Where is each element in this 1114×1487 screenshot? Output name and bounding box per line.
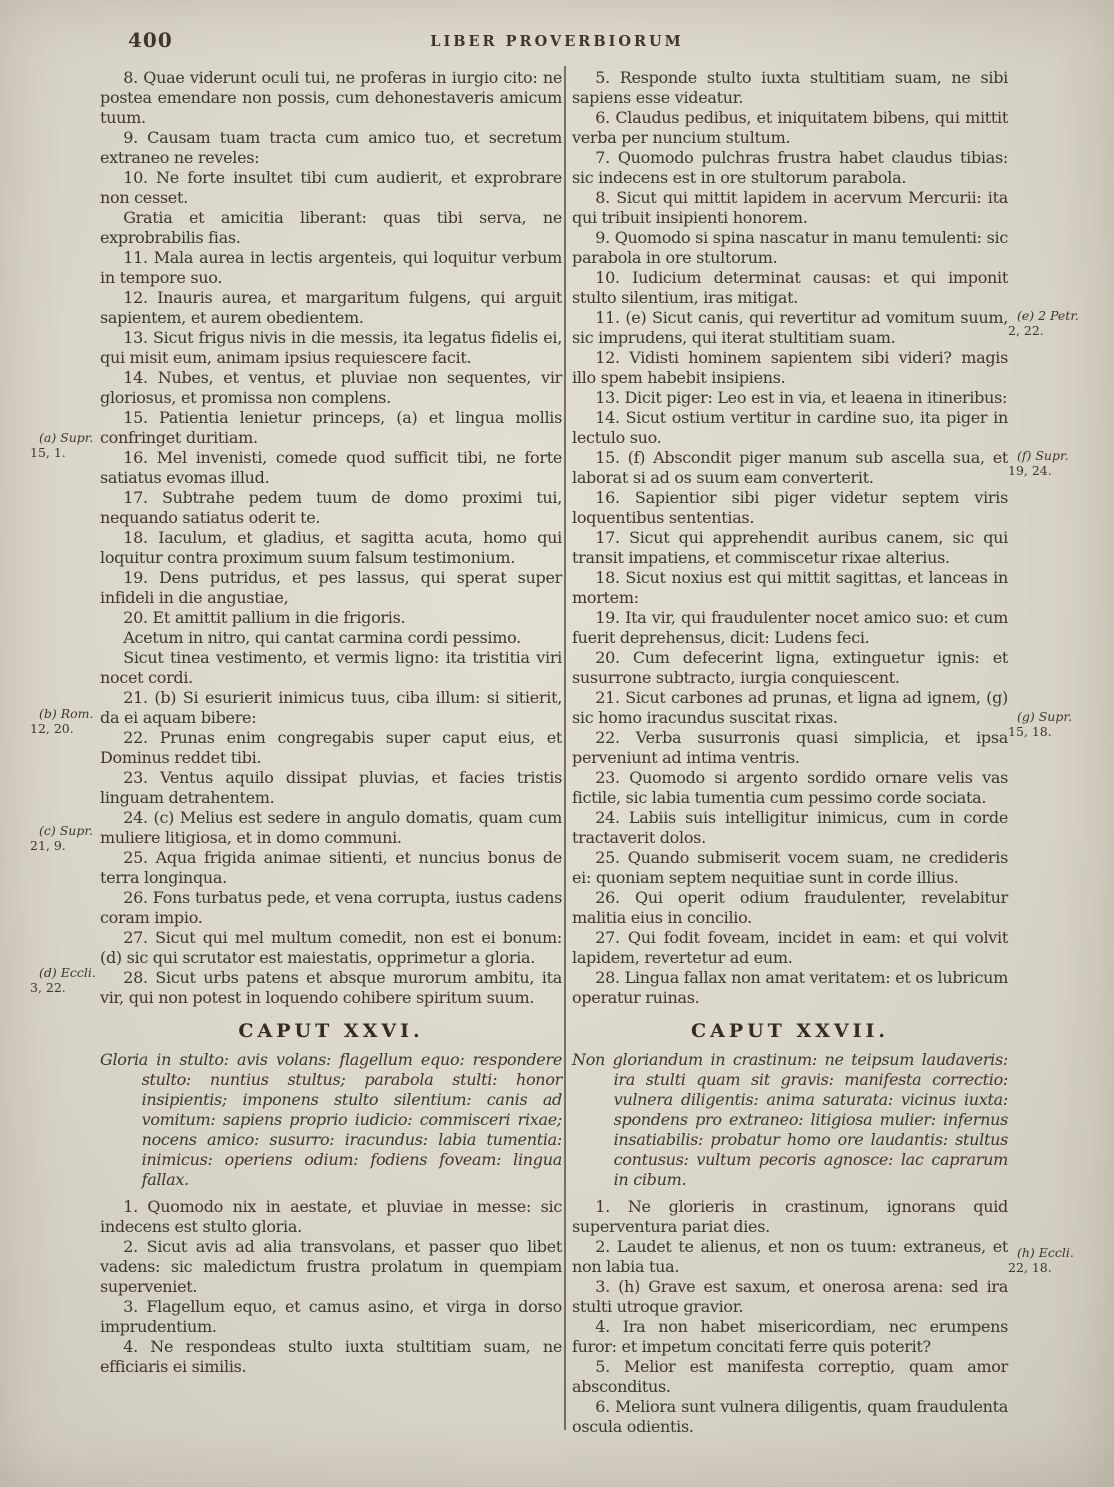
text-block: 7. Quomodo pulchras frustra habet claudus tibias: sic indecens est in ore stultorum parabola.	[572, 148, 1008, 187]
text-column-right	[572, 68, 1008, 1437]
margin-note-ref: 21, 9.	[30, 838, 66, 853]
column-divider-rule	[564, 66, 566, 1430]
text-block: 2. Sicut avis ad alia transvolans, et passer quo libet vadens: sic maledictum frustra prolatum in quempiam superveniet.	[100, 1237, 562, 1296]
text-block: 5. Melior est manifesta correptio, quam amor absconditus.	[572, 1357, 1008, 1396]
text-block: 3. (h) Grave est saxum, et onerosa arena: sed ira stulti utroque gravior.	[572, 1277, 1008, 1316]
text-block: Gloria in stulto: avis volans: flagellum equo: respondere stulto: nuntius stultus; parabola stulti: honor insipientis; imponens stulto silentium: canis ad vomitum: sapiens proprio iudicio: commisceri rixae; nocens amico: susurro: iracundus: labia tumentia: inimicus: operiens odium: fodiens foveam: lingua fallax.	[100, 1050, 562, 1189]
margin-note-ref: 15, 18.	[1008, 724, 1052, 739]
margin-note-ref: 22, 18.	[1008, 1260, 1052, 1275]
text-block: 11. Mala aurea in lectis argenteis, qui loquitur verbum in tempore suo.	[100, 248, 562, 287]
page-number: 400	[128, 28, 173, 52]
text-block: 17. Subtrahe pedem tuum de domo proximi tui, nequando satiatus oderit te.	[100, 488, 562, 527]
text-block: 10. Ne forte insultet tibi cum audierit, et exprobrare non cesset.	[100, 168, 562, 207]
text-block: Acetum in nitro, qui cantat carmina cordi pessimo.	[123, 628, 521, 647]
text-block: 9. Quomodo si spina nascatur in manu temulenti: sic parabola in ore stultorum.	[572, 228, 1008, 267]
margin-note-label: (c) Supr.	[39, 823, 93, 838]
text-column-left	[100, 68, 562, 1377]
text-block: Sicut tinea vestimento, et vermis ligno: ita tristitia viri nocet cordi.	[100, 648, 562, 687]
text-block: 26. Qui operit odium fraudulenter, revelabitur malitia eius in concilio.	[572, 888, 1008, 927]
margin-note-ref: 3, 22.	[30, 980, 66, 995]
running-title: LIBER PROVERBIORUM	[430, 33, 684, 50]
text-block: 21. Sicut carbones ad prunas, et ligna ad ignem, (g) sic homo iracundus suscitat rixas.	[572, 688, 1008, 727]
margin-note	[30, 965, 108, 995]
text-block: 4. Ne respondeas stulto iuxta stultitiam suam, ne efficiaris ei similis.	[100, 1337, 562, 1376]
text-block: 25. Aqua frigida animae sitienti, et nuncius bonus de terra longinqua.	[100, 848, 562, 887]
text-block: 16. Sapientior sibi piger videtur septem viris loquentibus sententias.	[572, 488, 1008, 527]
text-block: 19. Ita vir, qui fraudulenter nocet amico suo: et cum fuerit deprehensus, dicit: Ludens feci.	[572, 608, 1008, 647]
margin-note-ref: 15, 1.	[30, 445, 66, 460]
text-block: 5. Responde stulto iuxta stultitiam suam, ne sibi sapiens esse videatur.	[572, 68, 1008, 107]
text-block: 27. Qui fodit foveam, incidet in eam: et qui volvit lapidem, revertetur ad eum.	[572, 928, 1008, 967]
text-block: 20. Cum defecerint ligna, extinguetur ignis: et susurrone subtracto, iurgia conquiescent.	[572, 648, 1008, 687]
text-block: 13. Sicut frigus nivis in die messis, ita legatus fidelis ei, qui misit eum, animam ipsius requiescere facit.	[100, 328, 562, 367]
text-block: 23. Quomodo si argento sordido ornare velis vas fictile, sic labia tumentia cum pessimo corde sociata.	[572, 768, 1008, 807]
text-block: 24. Labiis suis intelligitur inimicus, cum in corde tractaverit dolos.	[572, 808, 1008, 847]
text-block: CAPUT XXVII.	[690, 1020, 890, 1042]
margin-note-label: (h) Eccli.	[1017, 1245, 1074, 1260]
text-block: 17. Sicut qui apprehendit auribus canem, sic qui transit impatiens, et commiscetur rixae alterius.	[572, 528, 1008, 567]
margin-note	[30, 706, 108, 736]
margin-note	[1008, 709, 1108, 739]
margin-note	[1008, 308, 1108, 338]
margin-note-label: (d) Eccli.	[39, 965, 96, 980]
text-block: 21. (b) Si esurierit inimicus tuus, ciba illum: si sitierit, da ei aquam bibere:	[100, 688, 562, 727]
margin-note-ref: 12, 20.	[30, 721, 74, 736]
text-block: 3. Flagellum equo, et camus asino, et virga in dorso imprudentium.	[100, 1297, 562, 1336]
text-block: 8. Quae viderunt oculi tui, ne proferas in iurgio cito: ne postea emendare non possis, cum dehonestaveris amicum tuum.	[100, 68, 562, 127]
margin-note-label: (e) 2 Petr.	[1017, 308, 1079, 323]
text-block: 2. Laudet te alienus, et non os tuum: extraneus, et non labia tua.	[572, 1237, 1008, 1276]
text-block: 22. Verba susurronis quasi simplicia, et ipsa perveniunt ad intima ventris.	[572, 728, 1008, 767]
text-block: 14. Sicut ostium vertitur in cardine suo, ita piger in lectulo suo.	[572, 408, 1008, 447]
text-block: 26. Fons turbatus pede, et vena corrupta, iustus cadens coram impio.	[100, 888, 562, 927]
text-block: 22. Prunas enim congregabis super caput eius, et Dominus reddet tibi.	[100, 728, 562, 767]
text-block: 1. Ne glorieris in crastinum, ignorans quid superventura pariat dies.	[572, 1197, 1008, 1236]
text-block: 24. (c) Melius est sedere in angulo domatis, quam cum muliere litigiosa, et in domo communi.	[100, 808, 562, 847]
margin-note	[30, 430, 108, 460]
text-block: 16. Mel invenisti, comede quod sufficit tibi, ne forte satiatus evomas illud.	[100, 448, 562, 487]
text-block: 6. Claudus pedibus, et iniquitatem bibens, qui mittit verba per nuncium stultum.	[572, 108, 1008, 147]
text-block: 6. Meliora sunt vulnera diligentis, quam fraudulenta oscula odientis.	[572, 1397, 1008, 1436]
text-block: 28. Sicut urbs patens et absque murorum ambitu, ita vir, qui non potest in loquendo cohibere spiritum suum.	[100, 968, 562, 1007]
text-block: 25. Quando submiserit vocem suam, ne credideris ei: quoniam septem nequitiae sunt in corde illius.	[572, 848, 1008, 887]
text-block: 19. Dens putridus, et pes lassus, qui sperat super infideli in die angustiae,	[100, 568, 562, 607]
text-block: 11. (e) Sicut canis, qui revertitur ad vomitum suum, sic imprudens, qui iterat stultitiam suam.	[572, 308, 1008, 347]
text-block: 12. Inauris aurea, et margaritum fulgens, qui arguit sapientem, et aurem obedientem.	[100, 288, 562, 327]
margin-note-label: (b) Rom.	[39, 706, 94, 721]
text-block: 20. Et amittit pallium in die frigoris.	[123, 608, 406, 627]
text-block: 4. Ira non habet misericordiam, nec erumpens furor: et impetum concitati ferre quis poterit?	[572, 1317, 1008, 1356]
text-block: CAPUT XXVI.	[238, 1020, 424, 1042]
margin-note	[30, 823, 108, 853]
margin-note-label: (g) Supr.	[1017, 709, 1072, 724]
text-block: 14. Nubes, et ventus, et pluviae non sequentes, vir gloriosus, et promissa non complens.	[100, 368, 562, 407]
margin-note	[1008, 448, 1108, 478]
text-block: 15. Patientia lenietur princeps, (a) et lingua mollis confringet duritiam.	[100, 408, 562, 447]
text-block: 8. Sicut qui mittit lapidem in acervum Mercurii: ita qui tribuit insipienti honorem.	[572, 188, 1008, 227]
text-block: 1. Quomodo nix in aestate, et pluviae in messe: sic indecens est stulto gloria.	[100, 1197, 562, 1236]
margin-note-ref: 19, 24.	[1008, 463, 1052, 478]
text-block: 12. Vidisti hominem sapientem sibi videri? magis illo spem habebit insipiens.	[572, 348, 1008, 387]
text-block: 15. (f) Abscondit piger manum sub ascella sua, et laborat si ad os suum eam converterit.	[572, 448, 1008, 487]
text-block: 13. Dicit piger: Leo est in via, et leaena in itineribus:	[595, 388, 1008, 407]
text-block: Non gloriandum in crastinum: ne teipsum laudaveris: ira stulti quam sit gravis: manifesta correctio: vulnera diligentis: anima saturata: vicinus iuxta: spondens pro extraneo: litigiosa mulier: infernus insatiabilis: probatur homo ore laudantis: stultus contusus: vultum pecoris agnosce: lac caprarum in cibum.	[572, 1050, 1008, 1189]
margin-note-label: (a) Supr.	[39, 430, 94, 445]
text-block: Gratia et amicitia liberant: quas tibi serva, ne exprobrabilis fias.	[100, 208, 562, 247]
text-block: 10. Iudicium determinat causas: et qui imponit stulto silentium, iras mitigat.	[572, 268, 1008, 307]
text-block: 18. Iaculum, et gladius, et sagitta acuta, homo qui loquitur contra proximum suum falsum testimonium.	[100, 528, 562, 567]
text-block: 9. Causam tuam tracta cum amico tuo, et secretum extraneo ne reveles:	[100, 128, 562, 167]
text-block: 18. Sicut noxius est qui mittit sagittas, et lanceas in mortem:	[572, 568, 1008, 607]
text-block: 27. Sicut qui mel multum comedit, non est ei bonum: (d) sic qui scrutator est maiestatis, opprimetur a gloria.	[100, 928, 562, 967]
text-block: 23. Ventus aquilo dissipat pluvias, et facies tristis linguam detrahentem.	[100, 768, 562, 807]
text-block: 28. Lingua fallax non amat veritatem: et os lubricum operatur ruinas.	[572, 968, 1008, 1007]
margin-note	[1008, 1245, 1108, 1275]
margin-note-label: (f) Supr.	[1017, 448, 1069, 463]
margin-note-ref: 2, 22.	[1008, 323, 1044, 338]
